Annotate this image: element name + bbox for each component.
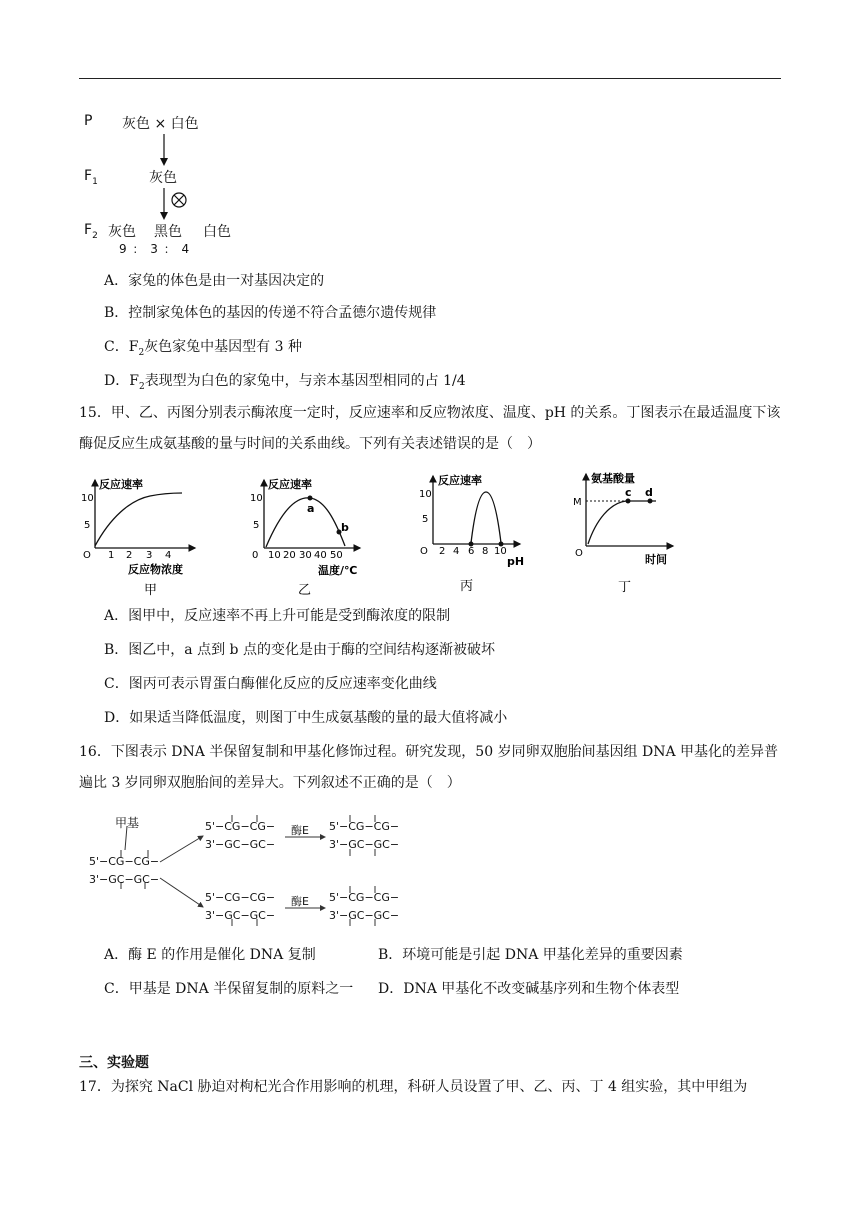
q15-option-c: C．图丙可表示胃蛋白酶催化反应的反应速率变化曲线: [104, 676, 437, 692]
lower-daughter-bottom: 3'−GC−GC−: [205, 909, 276, 922]
jia-ytick-10: 10: [81, 493, 94, 504]
methyl-label: 甲基: [115, 816, 140, 830]
ding-ylabel: 氨基酸量: [591, 472, 635, 485]
q14-option-b: B．控制家兔体色的基因的传递不符合孟德尔遗传规律: [104, 305, 437, 321]
bing-point-10: [499, 542, 504, 547]
yi-label-a: a: [307, 502, 315, 515]
q17-stem: 17．为探究 NaCl 胁迫对枸杞光合作用影响的机理，科研人员设置了甲、乙、丙、丁 4 组实验，其中甲组为: [79, 1079, 748, 1095]
ding-label-d: d: [645, 486, 653, 499]
jia-xlabel: 反应物浓度: [128, 563, 183, 576]
jia-xtick-o: O: [83, 550, 91, 561]
bing-ytick-5: 5: [422, 514, 429, 525]
jia-xtick-3: 3: [146, 550, 153, 561]
jia-xtick-2: 2: [126, 550, 133, 561]
jia-name: 甲: [144, 583, 158, 598]
ding-origin: O: [575, 548, 583, 559]
yi-ytick-10: 10: [250, 493, 263, 504]
bing-xtick-10: 10: [494, 546, 507, 557]
generation-f1: $F_1$: [84, 168, 98, 187]
bing-xtick-6: 6: [468, 546, 475, 557]
q14-option-a: A．家兔的体色是由一对基因决定的: [104, 273, 325, 289]
f2-white: 白色: [203, 224, 231, 240]
q16-option-c: C．甲基是 DNA 半保留复制的原料之一: [104, 981, 354, 997]
yi-xtick-40: 40: [314, 550, 327, 561]
jia-curve: [95, 493, 182, 546]
dna-methylation-diagram: [85, 812, 415, 934]
upper-daughter-bottom: 3'−GC−GC−: [205, 838, 276, 851]
yi-xlabel: 温度/℃: [318, 564, 358, 577]
ding-xlabel: 时间: [645, 553, 667, 566]
lower-result-top: 5'−CG−CG−: [329, 891, 400, 904]
f1-phenotype: 灰色: [149, 170, 177, 186]
upper-enzyme-label: 酶E: [291, 824, 309, 837]
bing-point-6: [469, 542, 474, 547]
yi-xtick-10: 10: [268, 550, 281, 561]
yi-xtick-20: 20: [283, 550, 296, 561]
bing-xtick-2: 2: [439, 546, 446, 557]
parent-bottom-strand: 3'−GC−GC−: [89, 873, 160, 886]
f2-gray: 灰色: [108, 224, 136, 240]
q15-option-d: D．如果适当降低温度，则图丁中生成氨基酸的量的最大值将减小: [104, 710, 508, 726]
bing-name: 丙: [460, 579, 474, 594]
q15-option-b: B．图乙中，a 点到 b 点的变化是由于酶的空间结构逐渐被破坏: [104, 642, 495, 658]
q14-option-d: D．$F_2$表现型为白色的家兔中，与亲本基因型相同的占 1/4: [104, 373, 466, 392]
yi-xtick-50: 50: [330, 550, 343, 561]
jia-xtick-4: 4: [165, 550, 172, 561]
lower-daughter-top: 5'−CG−CG−: [205, 891, 276, 904]
q16-stem: 16．下图表示 DNA 半保留复制和甲基化修饰过程。研究发现，50 岁同卵双胞胎间基因组 DNA 甲基化的差异普遍比 3 岁同卵双胞胎间的差异大。下列叙述不正确的是（ ）: [79, 744, 779, 791]
upper-result-bottom: 3'−GC−GC−: [329, 838, 400, 851]
upper-daughter-top: 5'−CG−CG−: [205, 820, 276, 833]
yi-name: 乙: [298, 583, 312, 598]
chart-ding: [573, 471, 673, 595]
q16-option-d: D．DNA 甲基化不改变碱基序列和生物个体表型: [378, 981, 680, 997]
jia-ylabel: 反应速率: [99, 478, 143, 491]
ding-label-c: c: [625, 486, 632, 499]
q16-option-a: A．酶 E 的作用是催化 DNA 复制: [104, 947, 316, 963]
ding-m: M: [573, 497, 582, 508]
jia-ytick-5: 5: [84, 520, 91, 531]
cross-diagram: [79, 108, 279, 258]
parent-top-strand: 5'−CG−CG−: [89, 855, 160, 868]
ding-point-d: [648, 499, 653, 504]
parent-cross: 灰色 × 白色: [122, 116, 199, 132]
yi-label-b: b: [341, 521, 349, 534]
q14-option-c: C．$F_2$灰色家兔中基因型有 3 种: [104, 339, 302, 358]
bing-xtick-4: 4: [453, 546, 460, 557]
header-rule: [79, 78, 781, 79]
yi-point-a: [308, 496, 313, 501]
q15-charts: [70, 470, 690, 602]
chart-jia: [81, 477, 195, 598]
bing-xtick-o: O: [420, 546, 428, 557]
lower-enzyme-label: 酶E: [291, 895, 309, 908]
f2-ratio: 9 ： 3 ： 4: [119, 242, 191, 256]
chart-bing: [419, 473, 524, 594]
yi-curve: [266, 498, 345, 547]
q15-option-a: A．图甲中，反应速率不再上升可能是受到酶浓度的限制: [104, 608, 451, 624]
yi-ylabel: 反应速率: [268, 478, 312, 491]
bing-xtick-8: 8: [482, 546, 489, 557]
q16-option-b: B．环境可能是引起 DNA 甲基化差异的重要因素: [378, 947, 683, 963]
yi-xtick-0: 0: [252, 550, 259, 561]
yi-ytick-5: 5: [253, 520, 260, 531]
ding-name: 丁: [618, 580, 632, 595]
jia-xtick-1: 1: [108, 550, 115, 561]
yi-xtick-30: 30: [299, 550, 312, 561]
section-title: 三、实验题: [79, 1055, 149, 1071]
bing-xlabel: pH: [507, 555, 525, 568]
bing-ytick-10: 10: [419, 489, 432, 500]
bing-ylabel: 反应速率: [438, 474, 482, 487]
q15-stem: 15．甲、乙、丙图分别表示酶浓度一定时，反应速率和反应物浓度、温度、pH 的关系。丁图表示在最适温度下该酶促反应生成氨基酸的量与时间的关系曲线。下列有关表述错误的是（ ）: [79, 405, 781, 452]
generation-p: P: [84, 113, 93, 129]
ding-point-c: [626, 499, 631, 504]
bing-curve: [471, 492, 501, 543]
upper-result-top: 5'−CG−CG−: [329, 820, 400, 833]
generation-f2: $F_2$: [84, 222, 98, 241]
lower-result-bottom: 3'−GC−GC−: [329, 909, 400, 922]
f2-black: 黑色: [154, 224, 182, 240]
ding-curve: [588, 501, 656, 544]
chart-yi: [250, 477, 360, 598]
